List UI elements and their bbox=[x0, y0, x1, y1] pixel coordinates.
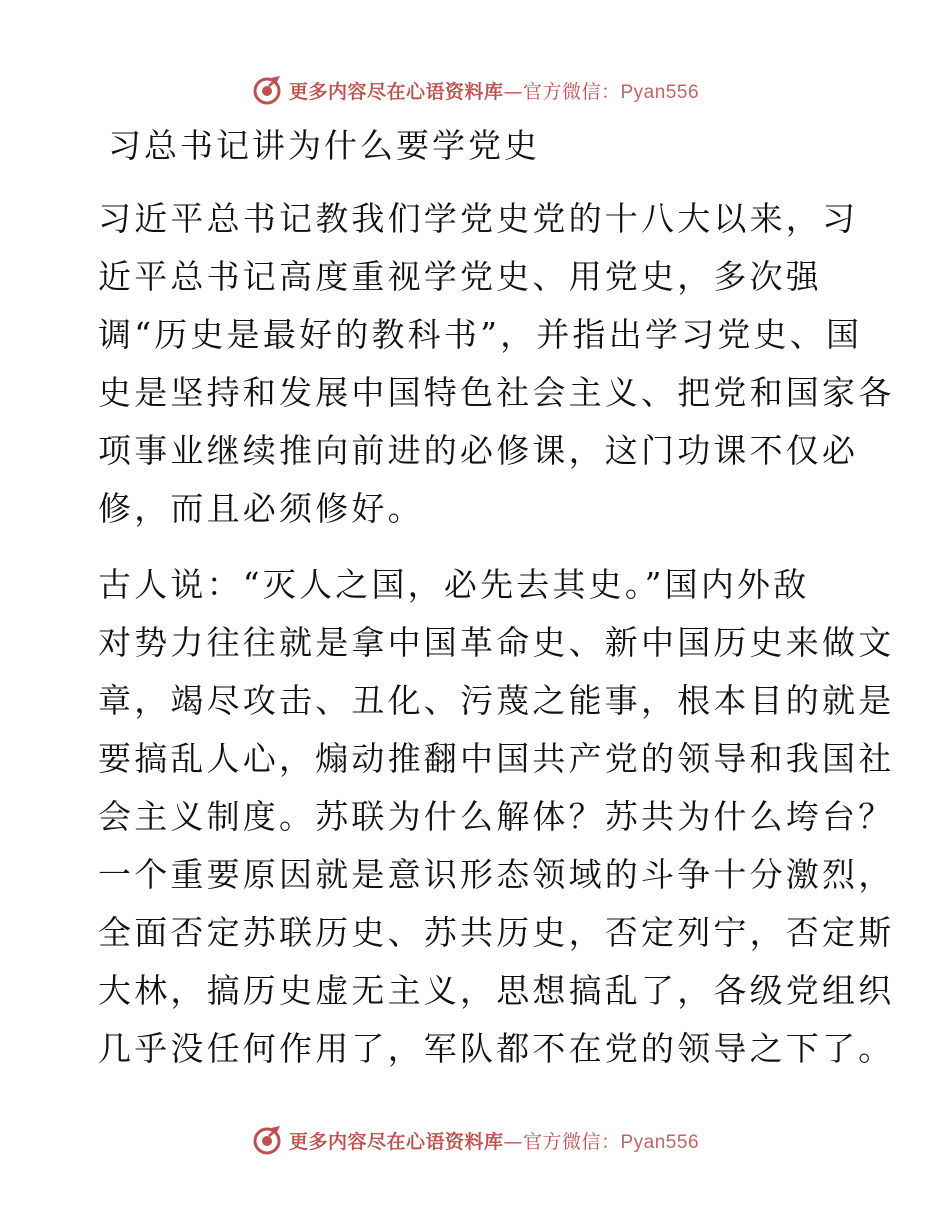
watermark-separator: — bbox=[503, 1130, 523, 1153]
paragraph-2 bbox=[98, 556, 895, 1078]
watermark-wechat-id: Pyan556 bbox=[620, 81, 700, 103]
paragraph-line: 对势力往往就是拿中国革命史、新中国历史来做文 bbox=[98, 623, 895, 662]
paragraph-line: 项事业继续推向前进的必修课，这门功课不仅必 bbox=[98, 431, 859, 470]
paragraph-line: 章，竭尽攻击、丑化、污蔑之能事，根本目的就是 bbox=[98, 681, 895, 720]
paragraph-line: 史是坚持和发展中国特色社会主义、把党和国家各 bbox=[98, 373, 895, 412]
paragraph-1 bbox=[98, 190, 895, 538]
paragraph-line: 大林，搞历史虚无主义，思想搞乱了，各级党组织 bbox=[98, 971, 895, 1010]
paragraph-line: 古人说：“灭人之国，必先去其史。”国内外敌 bbox=[98, 565, 810, 604]
watermark-official: 官方微信： bbox=[522, 80, 621, 103]
paragraph-line: 要搞乱人心，煽动推翻中国共产党的领导和我国社 bbox=[98, 739, 895, 778]
watermark-brand: 更多内容尽在心语资料库 bbox=[288, 1130, 504, 1153]
watermark-text bbox=[289, 77, 699, 104]
pen-logo-icon bbox=[251, 1124, 283, 1156]
paragraph-line: 一个重要原因就是意识形态领域的斗争十分激烈， bbox=[98, 855, 895, 894]
header-watermark bbox=[0, 70, 950, 110]
paragraph-line: 近平总书记高度重视学党史、用党史，多次强 bbox=[98, 257, 822, 296]
watermark-text bbox=[289, 1127, 699, 1154]
paragraph-line: 习近平总书记教我们学党史党的十八大以来，习 bbox=[98, 199, 859, 238]
paragraph-line: 会主义制度。苏联为什么解体？苏共为什么垮台？ bbox=[98, 797, 895, 836]
paragraph-line: 几乎没任何作用了，军队都不在党的领导之下了。 bbox=[98, 1029, 895, 1068]
watermark-separator: — bbox=[503, 80, 523, 103]
paragraph-line: 全面否定苏联历史、苏共历史，否定列宁，否定斯 bbox=[98, 913, 895, 952]
watermark-official: 官方微信： bbox=[522, 1130, 621, 1153]
footer-watermark bbox=[0, 1120, 950, 1160]
paragraph-line: 修，而且必须修好。 bbox=[98, 489, 424, 528]
watermark-brand: 更多内容尽在心语资料库 bbox=[288, 80, 504, 103]
paragraph-line: 调“历史是最好的教科书”，并指出学习党史、国 bbox=[98, 315, 863, 354]
document-title: 习总书记讲为什么要学党史 bbox=[108, 126, 540, 165]
watermark-wechat-id: Pyan556 bbox=[620, 1131, 700, 1153]
pen-logo-icon bbox=[251, 74, 283, 106]
